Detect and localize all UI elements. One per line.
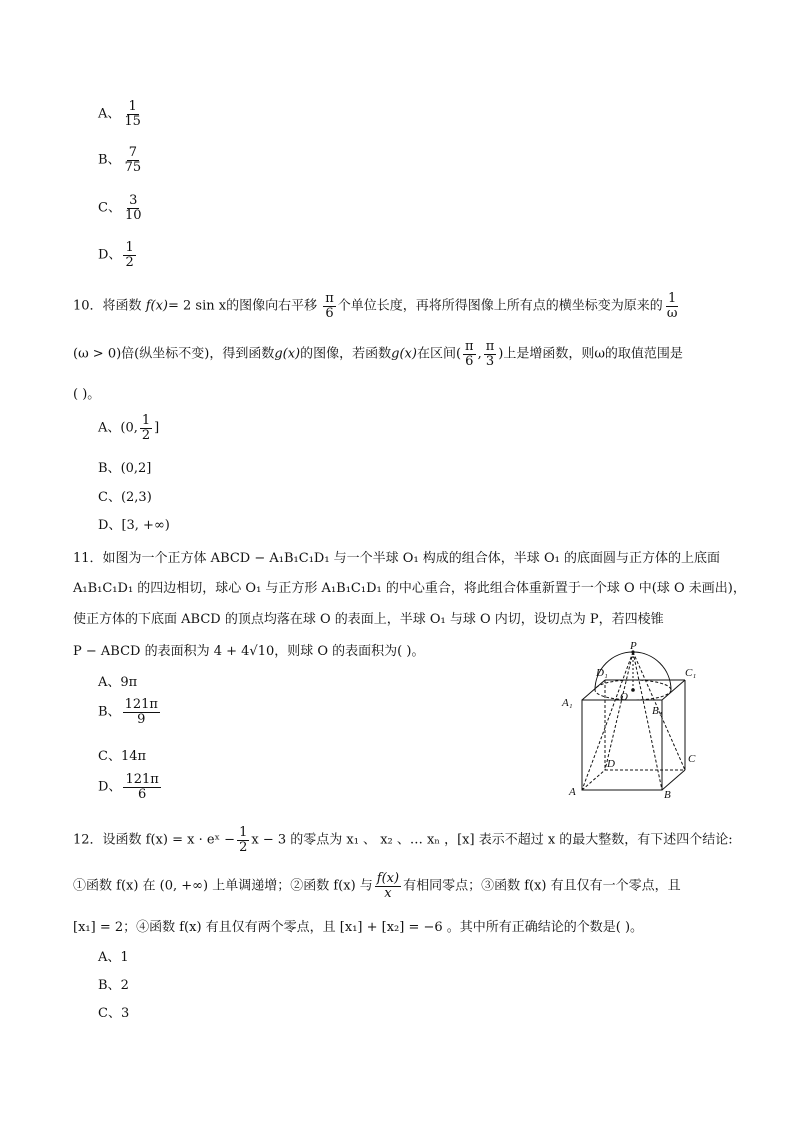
q12-line1: 12．设函数 f(x) = x · eˣ − $\frac{1}{2}$ x − 3 的零点为 x₁ 、 x₂ 、… xₙ ，[x] 表示不超过 x 的最大整数，有下述四个结论: [73,825,733,855]
q9-option-c: C、 $\frac{3}{10}$ [98,193,142,223]
cube-hemisphere-figure [560,640,710,800]
q9-option-b: B、 $\frac{7}{75}$ [98,145,142,175]
center-point [631,688,635,692]
label-c1: C₁ [685,667,697,679]
q9-option-d: D、 $\frac{1}{2}$ [98,240,134,270]
q10-option-c: C、(2,3) [98,490,152,505]
q9-option-a: A、 $\frac{1}{15}$ [98,99,141,129]
label-a: A [569,786,576,798]
q10-option-a: A、(0, $\frac{1}{2}$ ] [98,413,160,443]
label-b: B [664,789,671,800]
label-p: P [630,640,637,652]
q12-option-c: C、3 [98,1006,130,1021]
label-d: D [607,758,615,770]
q11-line1: 11．如图为一个正方体 ABCD − A₁B₁C₁D₁ 与一个半球 O₁ 构成的组合体，半球 O₁ 的底面圆与正方体的上底面 [73,551,720,566]
q11-option-c: C、14π [98,749,147,764]
q11-option-d: D、 $\frac{121\pi}{6}$ [98,772,159,802]
q12-line3: [x₁] = 2；④函数 f(x) 有且仅有两个零点，且 [x₁] + [x₂] = −6 。其中所有正确结论的个数是( )。 [73,920,644,935]
label-o: O [620,691,628,703]
label-d1: D₁ [596,667,608,679]
q12-option-b: B、2 [98,978,129,993]
q10-line2: (ω > 0)倍(纵坐标不变)，得到函数g(x)的图像，若函数g(x)在区间( $\frac{\pi}{6}$ , $\frac{\pi}{3}$ )上是增函数，则ω的取值范围是 [73,339,683,369]
q11-option-b: B、 $\frac{121\pi}{9}$ [98,697,158,727]
label-b1: B₁ [652,705,663,717]
q10-line3: ( )。 [73,387,101,402]
q11-option-a: A、9π [98,675,138,690]
q11-line2: A₁B₁C₁D₁ 的四边相切，球心 O₁ 与正方形 A₁B₁C₁D₁ 的中心重合，将此组合体重新置于一个球 O 中(球 O 未画出)， [73,581,746,596]
label-c: C [688,753,696,765]
q10-option-d: D、[3, +∞) [98,518,170,533]
label-a1: A₁ [562,697,573,709]
q10-option-b: B、(0,2] [98,461,152,476]
q12-option-a: A、1 [98,950,129,965]
q11-line3: 使正方体的下底面 ABCD 的顶点均落在球 O 的表面上，半球 O₁ 与球 O 内切，设切点为 P，若四棱锥 [73,612,664,627]
q12-line2: ①函数 f(x) 在 (0, +∞) 上单调递增；②函数 f(x) 与 $\frac{f(x)}{x}$ 有相同零点；③函数 f(x) 有且仅有一个零点，且 [73,871,681,901]
cube-front-face [582,700,662,790]
q11-line4: P − ABCD 的表面积为 4 + 4√10，则球 O 的表面积为( )。 [73,644,425,659]
q10-line1: 10．将函数 f(x)= 2 sin x的图像向右平移 $\frac{\pi}{6}$ 个单位长度，再将所得图像上所有点的横坐标变为原来的 $\frac{1}{\omega}$ [73,291,678,321]
